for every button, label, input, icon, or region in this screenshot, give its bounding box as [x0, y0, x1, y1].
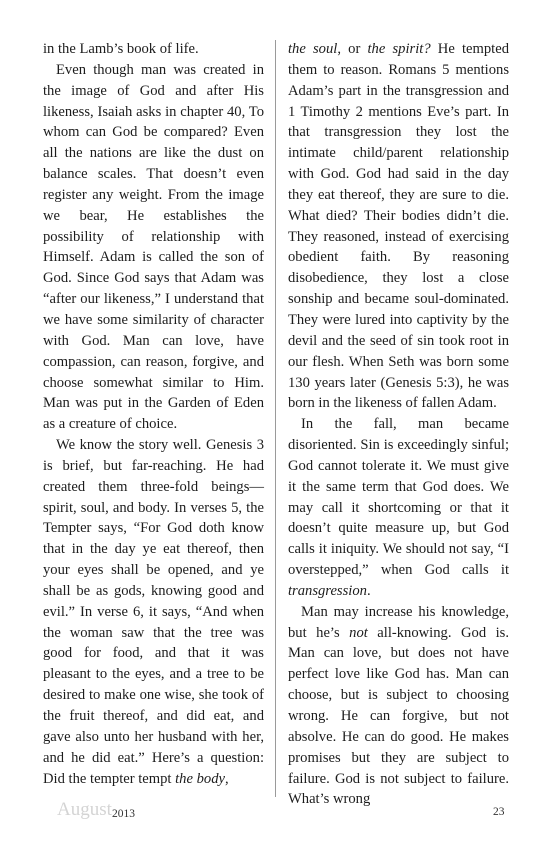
- footer-year: 2013: [112, 808, 135, 820]
- paragraph-text: all-knowing. God is. Man can love, but does not have perfect love like God has. Man can choose, but is subject to choosing wrong. He can forgive, but not absolve. He can do good. He makes promises but they are subject to failure. God is not subject to failure. What’s wrong: [288, 624, 509, 808]
- footer-month: August: [57, 799, 112, 820]
- paragraph-the-fall: [288, 414, 509, 602]
- paragraph-text: We know the story well. Genesis 3 is brief, but far-reaching. He had created them three-fold beings—spirit, soul, and body. In verses 5, the Tempter says, “For God doth know that in the day ye eat thereof, then your eyes shall be opened, and ye shall be as gods, knowing good and evil.” In verse 6, it says, “And when the woman saw that the tree was good for food, and that it was pleasant to the eyes, and a tree to be desired to make one wise, she took of the fruit thereof, and did eat, and gave also unto her husband with her, and he did eat.” Here’s a question: Did the tempter tempt: [43, 437, 264, 787]
- emphasis-text: the spirit?: [367, 41, 431, 57]
- page-number: 23: [493, 806, 505, 818]
- paragraph-text: .: [366, 582, 371, 599]
- paragraph-text: , or: [337, 41, 368, 57]
- emphasis-text: the body: [175, 770, 225, 787]
- paragraph-image-of-god: [43, 60, 264, 435]
- paragraph-text: ,: [224, 770, 229, 787]
- left-column: [43, 39, 264, 789]
- paragraph-text: He tempted them to reason. Romans 5 mentions Adam’s part in the transgression and 1 Timothy 2 mentions Eve’s part. In that transgression they lost the intimate child/parent relationship with God. God had said in the day they eat thereof, they are sure to die. What died? Their bodies didn’t die. They reasoned, instead of exercising obedient faith. By reasoning disobedience, they lost a close sonship and became soul-dominated. They were lured into captivity by the devil and the seed of sin took root in our flesh. When Seth was born some 130 years later (Genesis 5:3), he was born in the likeness of fallen Adam.: [288, 41, 509, 412]
- column-divider: [275, 40, 276, 797]
- paragraph-text: In the fall, man became disoriented. Sin is exceedingly sinful; God cannot tolerate it. We must give it the same term that God does. We may call it shortcoming or that it doesn’t quite measure up, but God calls it iniquity. We should not say, “I overstepped,” when God calls it: [288, 416, 509, 579]
- paragraph-man-vs-god: [288, 602, 509, 810]
- paragraph-continued: [43, 39, 264, 60]
- paragraph-continued: [288, 39, 509, 414]
- paragraph-text: Man may increase his knowledge, but he’s: [288, 603, 509, 641]
- emphasis-text: not: [349, 624, 368, 641]
- right-column: [288, 39, 509, 810]
- paragraph-text: Even though man was created in the image of God and after His likeness, Isaiah asks in chapter 40, To whom can God be compared? Even all the nations are like the dust on balance scales. That doesn’t even register any weight. From the image we bear, He establishes the possibility of relationship with Himself. Adam is called the son of God. Since God says that Adam was “after our likeness,” I understand that we have some similarity of character with God. Man can love, have compassion, can reason, forgive, and choose somewhat similar to Him. Man was put in the Garden of Eden as a creature of choice.: [43, 61, 264, 433]
- emphasis-text: transgression: [288, 582, 367, 599]
- paragraph-text: in the Lamb’s book of life.: [43, 41, 199, 57]
- emphasis-text: the soul: [288, 41, 338, 57]
- paragraph-genesis-story: [43, 435, 264, 789]
